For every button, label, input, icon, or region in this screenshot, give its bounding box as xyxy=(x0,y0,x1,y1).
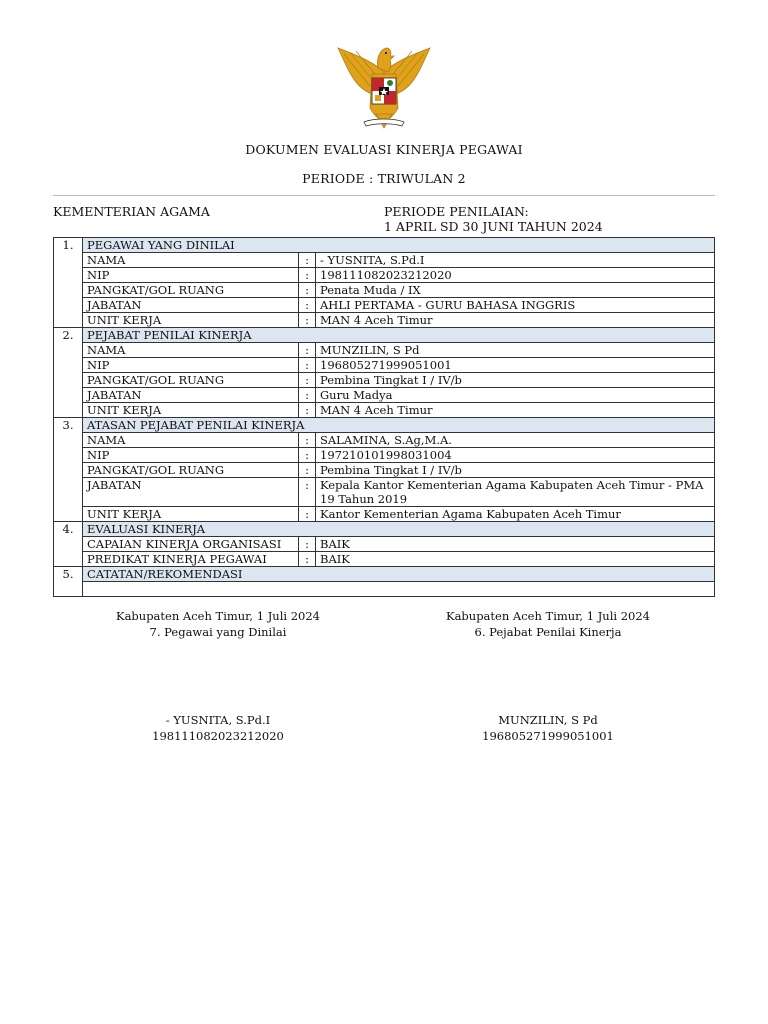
assessment-period-label: PERIODE PENILAIAN: xyxy=(384,204,529,219)
document-period: PERIODE : TRIWULAN 2 xyxy=(302,171,466,186)
signature-role: 7. Pegawai yang Dinilai xyxy=(149,625,287,639)
field-label: NIP xyxy=(83,268,299,283)
field-separator: : xyxy=(299,537,316,552)
section-number: 3. xyxy=(54,418,83,522)
field-label: UNIT KERJA xyxy=(83,403,299,418)
table-row xyxy=(54,582,715,597)
table-row xyxy=(54,373,715,388)
field-label: PANGKAT/GOL RUANG xyxy=(83,283,299,298)
section-header xyxy=(54,522,715,537)
table-row xyxy=(54,478,715,507)
field-separator: : xyxy=(299,298,316,313)
field-value: - YUSNITA, S.Pd.I xyxy=(316,253,715,268)
table-row xyxy=(54,298,715,313)
field-separator: : xyxy=(299,463,316,478)
field-separator: : xyxy=(299,478,316,507)
field-label: JABATAN xyxy=(83,298,299,313)
field-separator: : xyxy=(299,507,316,522)
divider xyxy=(53,195,715,196)
notes-cell xyxy=(83,582,715,597)
evaluation-table xyxy=(53,237,715,597)
field-separator: : xyxy=(299,388,316,403)
field-label: JABATAN xyxy=(83,478,299,507)
field-separator: : xyxy=(299,373,316,388)
field-separator: : xyxy=(299,448,316,463)
section-number: 4. xyxy=(54,522,83,567)
field-label: PREDIKAT KINERJA PEGAWAI xyxy=(83,552,299,567)
signature-place-date: Kabupaten Aceh Timur, 1 Juli 2024 xyxy=(115,609,320,623)
table-row xyxy=(54,552,715,567)
signer-nip: 196805271999051001 xyxy=(482,729,614,743)
table-row xyxy=(54,537,715,552)
assessment-period xyxy=(384,204,603,234)
signature-block-right xyxy=(418,608,678,640)
field-separator: : xyxy=(299,433,316,448)
field-label: CAPAIAN KINERJA ORGANISASI xyxy=(83,537,299,552)
table-row xyxy=(54,448,715,463)
field-value: Penata Muda / IX xyxy=(316,283,715,298)
section-title: PEGAWAI YANG DINILAI xyxy=(83,238,715,253)
signer-name: MUNZILIN, S Pd xyxy=(498,713,598,727)
field-label: PANGKAT/GOL RUANG xyxy=(83,373,299,388)
signature-role: 6. Pejabat Penilai Kinerja xyxy=(474,625,622,639)
field-label: NIP xyxy=(83,358,299,373)
field-separator: : xyxy=(299,268,316,283)
section-header xyxy=(54,567,715,582)
field-label: NIP xyxy=(83,448,299,463)
document-title: DOKUMEN EVALUASI KINERJA PEGAWAI xyxy=(245,142,523,157)
section-title: CATATAN/REKOMENDASI xyxy=(83,567,715,582)
field-value: 197210101998031004 xyxy=(316,448,715,463)
field-label: PANGKAT/GOL RUANG xyxy=(83,463,299,478)
field-value: Kepala Kantor Kementerian Agama Kabupaten Aceh Timur - PMA 19 Tahun 2019 xyxy=(316,478,715,507)
section-title: EVALUASI KINERJA xyxy=(83,522,715,537)
field-label: JABATAN xyxy=(83,388,299,403)
field-value: MAN 4 Aceh Timur xyxy=(316,313,715,328)
field-label: NAMA xyxy=(83,253,299,268)
table-row xyxy=(54,358,715,373)
field-separator: : xyxy=(299,313,316,328)
field-value: 196805271999051001 xyxy=(316,358,715,373)
table-row xyxy=(54,463,715,478)
table-row xyxy=(54,268,715,283)
table-row xyxy=(54,388,715,403)
signature-name-right xyxy=(418,712,678,744)
signer-nip: 198111082023212020 xyxy=(152,729,284,743)
field-value: Pembina Tingkat I / IV/b xyxy=(316,373,715,388)
field-value: Guru Madya xyxy=(316,388,715,403)
table-row xyxy=(54,343,715,358)
signature-place-date: Kabupaten Aceh Timur, 1 Juli 2024 xyxy=(445,609,650,623)
field-value: Kantor Kementerian Agama Kabupaten Aceh Timur xyxy=(316,507,715,522)
field-separator: : xyxy=(299,552,316,567)
table-row xyxy=(54,433,715,448)
field-value: BAIK xyxy=(316,552,715,567)
field-separator: : xyxy=(299,343,316,358)
organization-name: KEMENTERIAN AGAMA xyxy=(53,204,210,219)
field-value: 198111082023212020 xyxy=(316,268,715,283)
section-number: 5. xyxy=(54,567,83,597)
field-label: NAMA xyxy=(83,433,299,448)
signer-name: - YUSNITA, S.Pd.I xyxy=(165,713,271,727)
field-value: SALAMINA, S.Ag,M.A. xyxy=(316,433,715,448)
field-separator: : xyxy=(299,358,316,373)
field-label: UNIT KERJA xyxy=(83,507,299,522)
section-title: ATASAN PEJABAT PENILAI KINERJA xyxy=(83,418,715,433)
assessment-period-value: 1 APRIL SD 30 JUNI TAHUN 2024 xyxy=(384,219,603,234)
field-value: MAN 4 Aceh Timur xyxy=(316,403,715,418)
field-label: NAMA xyxy=(83,343,299,358)
garuda-emblem-icon xyxy=(334,42,434,132)
field-separator: : xyxy=(299,403,316,418)
table-row xyxy=(54,283,715,298)
section-header xyxy=(54,238,715,253)
table-row xyxy=(54,313,715,328)
field-separator: : xyxy=(299,253,316,268)
section-number: 1. xyxy=(54,238,83,328)
table-row xyxy=(54,507,715,522)
section-header xyxy=(54,328,715,343)
field-value: BAIK xyxy=(316,537,715,552)
section-header xyxy=(54,418,715,433)
signature-name-left xyxy=(88,712,348,744)
section-title: PEJABAT PENILAI KINERJA xyxy=(83,328,715,343)
table-row xyxy=(54,403,715,418)
signature-block-left xyxy=(88,608,348,640)
table-row xyxy=(54,253,715,268)
field-separator: : xyxy=(299,283,316,298)
field-value: AHLI PERTAMA - GURU BAHASA INGGRIS xyxy=(316,298,715,313)
field-label: UNIT KERJA xyxy=(83,313,299,328)
field-value: Pembina Tingkat I / IV/b xyxy=(316,463,715,478)
field-value: MUNZILIN, S Pd xyxy=(316,343,715,358)
section-number: 2. xyxy=(54,328,83,418)
